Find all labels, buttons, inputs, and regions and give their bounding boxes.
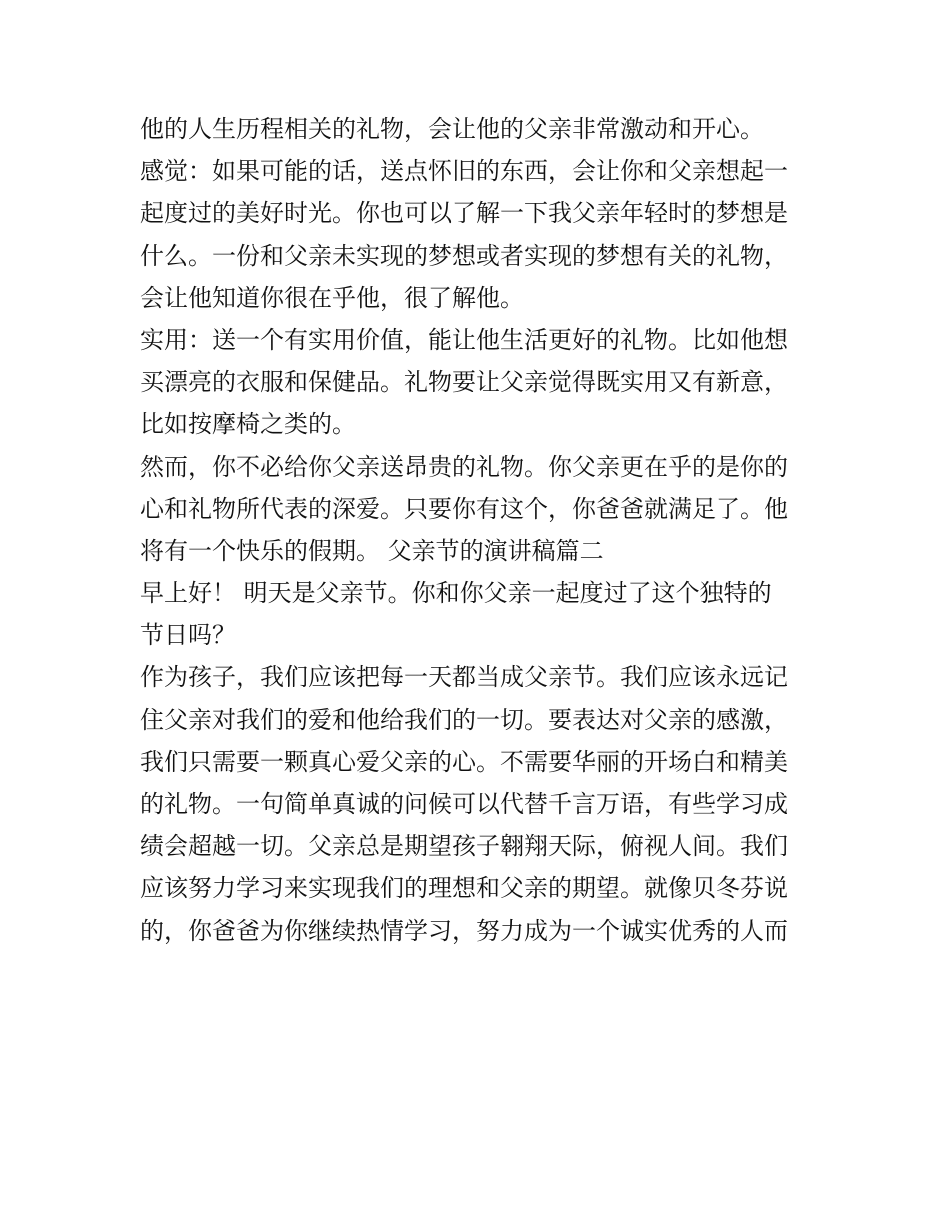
text-line: 会让他知道你很在乎他，很了解他。 [140, 283, 524, 312]
text-line: 他的人生历程相关的礼物，会让他的父亲非常激动和开心。 [140, 115, 764, 143]
text-line: 我们只需要一颗真心爱父亲的心。不需要华丽的开场白和精美 [140, 747, 788, 776]
text-line: 住父亲对我们的爱和他给我们的一切。要表达对父亲的感激， [140, 705, 788, 734]
text-line: 的礼物。一句简单真诚的问候可以代替千言万语，有些学习成 [140, 790, 788, 818]
text-line: 起度过的美好时光。你也可以了解一下我父亲年轻时的梦想是 [140, 199, 788, 228]
text-line: 作为孩子，我们应该把每一天都当成父亲节。我们应该永远记 [140, 663, 788, 692]
text-line: 实用：送一个有实用价值，能让他生活更好的礼物。比如他想 [140, 325, 788, 354]
text-line: 应该努力学习来实现我们的理想和父亲的期望。就像贝冬芬说 [140, 874, 788, 903]
text-line: 买漂亮的衣服和保健品。礼物要让父亲觉得既实用又有新意， [140, 368, 788, 397]
text-line: 早上好！ 明天是父亲节。你和你父亲一起度过了这个独特的 [140, 579, 772, 608]
text-line: 的，你爸爸为你继续热情学习，努力成为一个诚实优秀的人而 [140, 916, 788, 945]
document-body [140, 108, 820, 952]
text-line: 然而，你不必给你父亲送昂贵的礼物。你父亲更在乎的是你的 [140, 452, 788, 481]
text-line: 感觉：如果可能的话，送点怀旧的东西，会让你和父亲想起一 [140, 157, 788, 186]
text-line: 将有一个快乐的假期。 父亲节的演讲稿篇二 [140, 536, 604, 565]
text-line: 心和礼物所代表的深爱。只要你有这个，你爸爸就满足了。他 [140, 494, 788, 523]
text-line: 什么。一份和父亲未实现的梦想或者实现的梦想有关的礼物， [140, 241, 788, 270]
text-line: 比如按摩椅之类的。 [140, 410, 356, 439]
text-line: 绩会超越一切。父亲总是期望孩子翱翔天际，俯视人间。我们 [140, 832, 788, 861]
text-line: 节日吗？ [140, 621, 236, 650]
